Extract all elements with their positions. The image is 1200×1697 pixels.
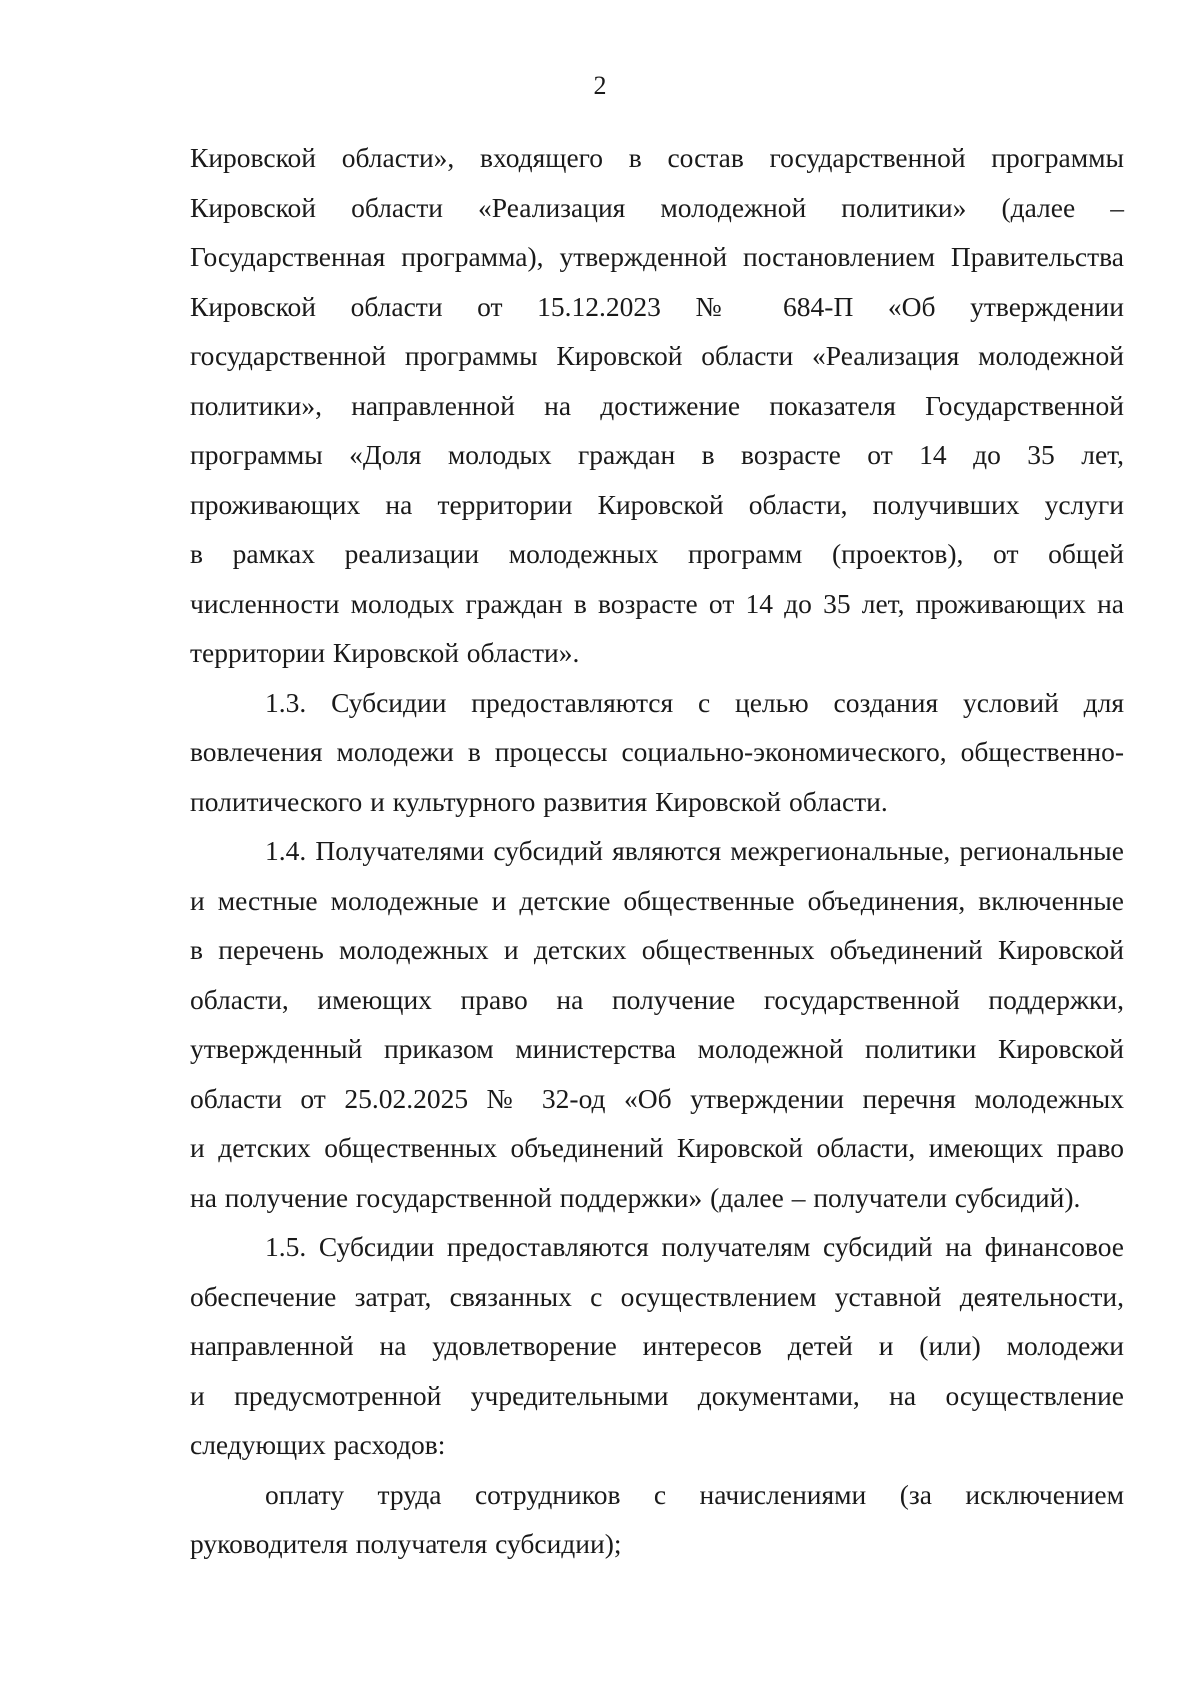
text-line: политического и культурного развития Кировской области. [190,785,888,817]
text-line: численности молодых граждан в возрасте от 14 до 35 лет, проживающих на [190,587,1124,619]
text-line: 1.4. Получателями субсидий являются межрегиональные, региональные [265,835,1124,866]
text-line: следующих расходов: [190,1429,446,1460]
text-line: территории Кировской области». [190,637,580,668]
paragraph-1-3 [190,678,1124,827]
text-line: в рамках реализации молодежных программ (проектов), от общей [190,538,1124,569]
text-line: обеспечение затрат, связанных с осуществлением уставной деятельности, [190,1280,1124,1312]
paragraph-expense-salary [190,1470,1124,1569]
text-line: Кировской области», входящего в состав государственной программы [190,142,1124,173]
paragraph-1-4 [190,826,1124,1222]
paragraph-1-5 [190,1222,1124,1470]
text-line: утвержденный приказом министерства молодежной политики Кировской [190,1033,1124,1064]
text-line: области, имеющих право на получение государственной поддержки, [190,983,1124,1015]
text-line: Кировской области от 15.12.2023 № 684-П «Об утверждении [190,290,1124,322]
text-line: на получение государственной поддержки» (далее – получатели субсидий). [190,1181,1081,1213]
text-line: 1.5. Субсидии предоставляются получателям субсидий на финансовое [265,1231,1124,1262]
page-number: 2 [593,71,607,100]
text-line: программы «Доля молодых граждан в возрасте от 14 до 35 лет, [190,439,1124,470]
text-line: руководителя получателя субсидии); [190,1528,622,1559]
paragraph-program-description [190,133,1124,678]
text-line: направленной на удовлетворение интересов детей и (или) молодежи [190,1330,1124,1361]
text-line: проживающих на территории Кировской области, получивших услуги [190,488,1124,520]
text-line: Кировской области «Реализация молодежной политики» (далее – [190,191,1124,223]
text-line: вовлечения молодежи в процессы социально-экономического, общественно- [190,736,1124,767]
text-line: государственной программы Кировской области «Реализация молодежной [190,340,1124,371]
text-line: Государственная программа), утвержденной постановлением Правительства [190,241,1124,272]
text-line: и местные молодежные и детские общественные объединения, включенные [190,884,1124,916]
text-line: области от 25.02.2025 № 32-од «Об утверждении перечня молодежных [190,1082,1124,1114]
text-line: и детских общественных объединений Кировской области, имеющих право [190,1132,1124,1163]
text-line: и предусмотренной учредительными документами, на осуществление [190,1379,1124,1411]
text-line: политики», направленной на достижение показателя Государственной [190,389,1124,421]
document-body [190,133,1124,1569]
text-line: в перечень молодежных и детских общественных объединений Кировской [190,934,1124,965]
text-line: 1.3. Субсидии предоставляются с целью создания условий для [265,686,1124,718]
text-line: оплату труда сотрудников с начислениями (за исключением [265,1478,1124,1510]
